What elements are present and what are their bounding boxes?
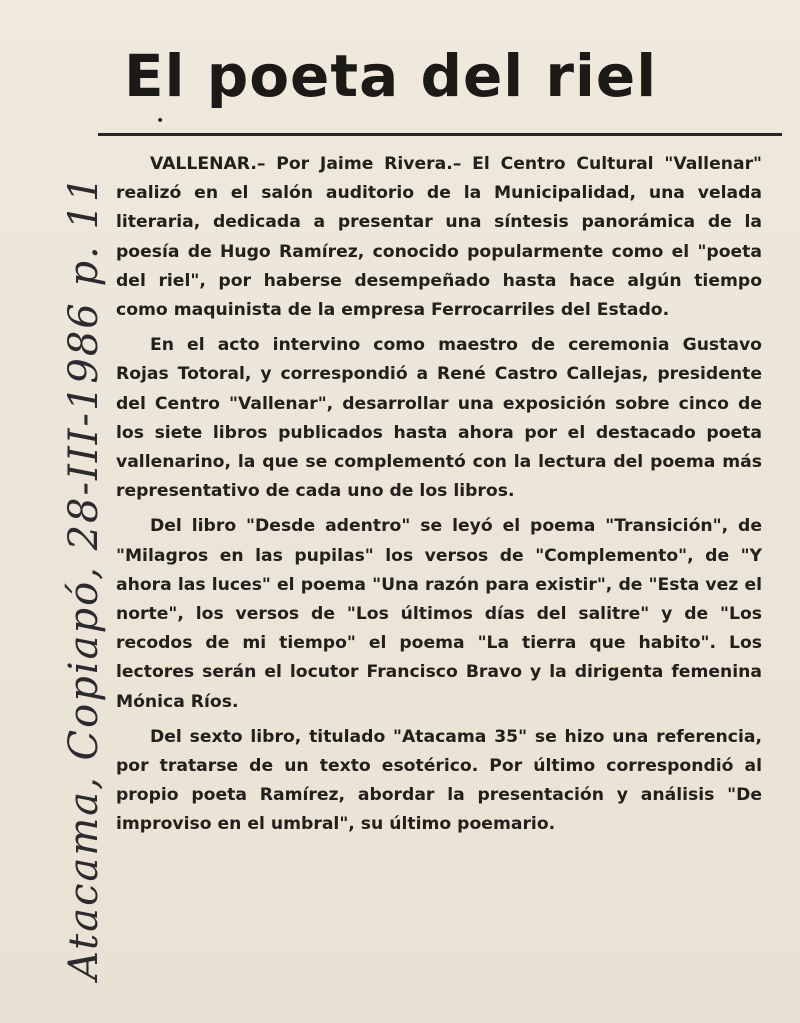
article-body (116, 150, 762, 840)
article-paragraph: Del sexto libro, titulado "Atacama 35" se hizo una referencia, por tratarse de un texto esotérico. Por último correspondió al propio poeta Ramírez, abordar la presentación y análisis "De improviso en el umbral", su último poemario. (116, 726, 762, 835)
article-paragraph: En el acto intervino como maestro de ceremonia Gustavo Rojas Totoral, y correspondió a René Castro Callejas, presidente del Centro "Vallenar", desarrollar una exposición sobre cinco de los siete libros publicados hasta ahora por el destacado poeta vallenarino, la que se complementó con la lectura del poema más representativo de cada uno de los libros. (116, 335, 762, 502)
print-mark: • (156, 113, 165, 129)
headline-rule (98, 133, 782, 136)
handwritten-source-note: Atacama, Copiapó, 28-III-1986 p. 11 (61, 174, 107, 980)
article-paragraph: Del libro "Desde adentro" se leyó el poema "Transición", de "Milagros en las pupilas" los versos de "Complemento", de "Y ahora las luces" el poema "Una razón para existir", de "Esta vez el norte", los versos de "Los últimos días del salitre" y de "Los recodos de mi tiempo" el poema "La tierra que habito". Los lectores serán el locutor Francisco Bravo y la dirigenta femenina Mónica Ríos. (116, 516, 762, 712)
article-headline: El poeta del riel (124, 42, 658, 110)
article-paragraph: VALLENAR.– Por Jaime Rivera.– El Centro Cultural "Vallenar" realizó en el salón auditorio de la Municipalidad, una velada literaria, dedicada a presentar una síntesis panorámica de la poesía de Hugo Ramírez, conocido popularmente como el "poeta del riel", por haberse desempeñado hasta hace algún tiempo como maquinista de la empresa Ferrocarriles del Estado. (116, 154, 762, 321)
